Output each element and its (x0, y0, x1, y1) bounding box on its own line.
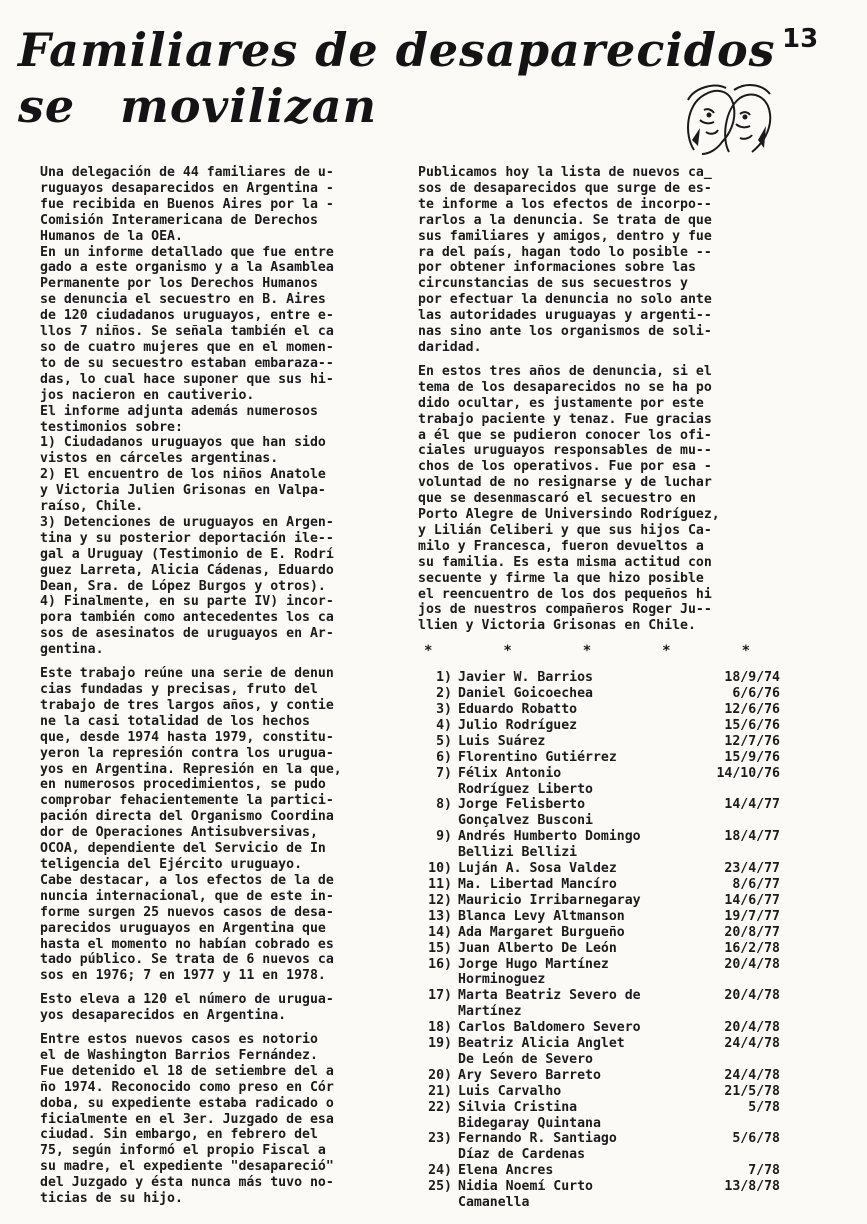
person-name-continued: Martínez (458, 1004, 522, 1020)
page-number: 13 (782, 24, 819, 54)
list-item-date: 19/7/77 (724, 908, 780, 924)
list-item-number: 20) (428, 1067, 452, 1083)
person-name-continued: Horminoguez (458, 972, 546, 988)
list-item-name (458, 718, 698, 734)
list-item-number: 25) (428, 1179, 452, 1195)
separator-star: * (741, 643, 750, 660)
section-separator (424, 644, 750, 660)
list-item-date: 5/78 (748, 1099, 780, 1115)
paragraph: Una delegación de 44 familiares de u- ruguayos desaparecidos en Argentina - fue recibida en Buenos Aires por la - Comisión Interamericana de Derechos Humanos de la OEA. En un informe detallado que fue entre gado a este organismo y a la Asamblea Permanente por los Derechos Humanos se denuncia el secuestro en B. Aires de 120 ciudadanos uruguayos, entre e- llos 7 niños. Se señala también el ca so de cuatro mujeres que en el momen- to de su secuestro estaban embaraza-- das, lo cual hace suponer que sus hi- jos nacieron en cautiverio. El informe adjunta además numerosos testimonios sobre: 1) Ciudadanos uruguayos que han sido vistos en cárceles argentinas. 2) El encuentro de los niños Anatole y Victoria Julien Grisonas en Valpa- raíso, Chile. 3) Detenciones de uruguayos en Argen- tina y su posterior deportación ile-- gal a Uruguay (Testimonio de E. Rodrí guez Larreta, Alicia Cádenas, Eduardo Dean, Sra. de López Burgos y otros). 4) Finalmente, en su parte IV) incor- pora también como antecedentes los ca sos de asesinatos de uruguayos en Ar- gentina. (40, 165, 334, 658)
person-name: Félix Antonio (458, 765, 562, 781)
list-item-date: 16/2/78 (724, 940, 780, 956)
list-item-date: 8/6/77 (732, 876, 780, 892)
list-item (418, 829, 780, 861)
list-item-number: 9) (436, 829, 452, 845)
list-item (418, 1020, 780, 1036)
person-name: Javier W. Barrios (458, 670, 593, 686)
list-item-number: 15) (428, 940, 452, 956)
list-item-name (458, 797, 698, 829)
list-item-name (458, 686, 698, 702)
person-name: Marta Beatriz Severo de (458, 988, 641, 1004)
list-item (418, 1036, 780, 1068)
article-headline (18, 22, 778, 134)
left-column (40, 165, 390, 1207)
list-item-number: 23) (428, 1131, 452, 1147)
list-item (418, 1163, 780, 1179)
list-item-date: 14/4/77 (724, 797, 780, 813)
list-item-number: 13) (428, 908, 452, 924)
list-item-number: 22) (428, 1099, 452, 1115)
list-item (418, 988, 780, 1020)
faces-illustration (674, 80, 774, 160)
list-item-number: 8) (436, 797, 452, 813)
list-item-name (458, 1179, 698, 1211)
list-item (418, 893, 780, 909)
list-item-date: 20/8/77 (724, 924, 780, 940)
list-item (418, 1179, 780, 1211)
person-name: Luis Suárez (458, 733, 546, 749)
list-item (418, 957, 780, 989)
list-item-name (458, 1163, 698, 1179)
person-name: Blanca Levy Altmanson (458, 908, 625, 924)
list-item-name (458, 1084, 698, 1100)
person-name: Ma. Libertad Mancíro (458, 876, 617, 892)
separator-star: * (662, 643, 671, 660)
person-name-continued: Camanella (458, 1195, 530, 1211)
person-name: Nidia Noemí Curto (458, 1179, 593, 1195)
person-name: Jorge Hugo Martínez (458, 956, 609, 972)
person-name-continued: Rodríguez Liberto (458, 781, 593, 797)
list-item-name (458, 957, 698, 989)
list-item-date: 20/4/78 (724, 988, 780, 1004)
list-item-name (458, 877, 698, 893)
list-item-number: 11) (428, 876, 452, 892)
list-item-date: 14/10/76 (716, 765, 780, 781)
list-item (418, 861, 780, 877)
person-name: Daniel Goicoechea (458, 686, 593, 702)
list-item-number: 3) (436, 702, 452, 717)
person-name: Eduardo Robatto (458, 702, 578, 717)
list-item-number: 4) (436, 717, 452, 733)
list-item-name (458, 909, 698, 925)
person-name: Luján A. Sosa Valdez (458, 861, 617, 877)
person-name: Andrés Humberto Domingo (458, 829, 641, 845)
list-item-name (458, 766, 698, 798)
list-item-name (458, 670, 698, 686)
list-item-name (458, 1131, 698, 1163)
list-item-date: 15/9/76 (724, 749, 780, 765)
list-item-number: 5) (436, 733, 452, 749)
list-item-number: 19) (428, 1036, 452, 1052)
list-item-date: 21/5/78 (724, 1083, 780, 1099)
separator-star: * (582, 643, 592, 660)
list-item (418, 909, 780, 925)
headline-line-1: Familiares de desaparecidos (18, 23, 776, 77)
person-name: Julio Rodríguez (458, 717, 578, 733)
list-item (418, 1131, 780, 1163)
list-item (418, 750, 780, 766)
paragraph: Este trabajo reúne una serie de denun cias fundadas y precisas, fruto del trabajo de tres largos años, y contie ne la casi totalidad de los hechos que, desde 1974 hasta 1979, constitu- yeron la represión contra los urugua- yos en Argentina. Represión en la que, en numerosos procedimientos, se pudo comprobar fehacientemente la partici- pación directa del Organismo Coordina dor de Operaciones Antisubversivas, OCOA, dependiente del Servicio de In teligencia del Ejército uruguayo. Cabe destacar, a los efectos de la de nuncia internacional, que de este in- forme surgen 25 nuevos casos de desa- parecidos uruguayos en Argentina que hasta el momento no habían cobrado es tado público. Se trata de 6 nuevos ca sos en 1976; 7 en 1977 y 11 en 1978. (40, 666, 342, 984)
list-item (418, 734, 780, 750)
list-item-date: 12/7/76 (724, 733, 780, 749)
list-item-date: 5/6/78 (732, 1131, 780, 1147)
paragraph: Publicamos hoy la lista de nuevos ca_ sos de desaparecidos que surge de es- te informe a los efectos de incorpo-- rarlos a la denuncia. Se trata de que sus familiares y amigos, dentro y fue ra del país, hagan todo lo posible -- por obtener informaciones sobre las circunstancias de sus secuestros y por efectuar la denuncia no solo ante las autoridades uruguayas y argenti-- nas sino ante los organismos de soli- daridad. (418, 165, 712, 355)
list-item-date: 18/9/74 (724, 670, 780, 686)
list-item-number: 7) (436, 765, 452, 781)
paragraph: Esto eleva a 120 el número de urugua- yos desaparecidos en Argentina. (40, 992, 334, 1024)
list-item-name (458, 861, 698, 877)
list-item (418, 670, 780, 686)
paragraph: En estos tres años de denuncia, si el tema de los desaparecidos no se ha po dido ocultar, es justamente por este trabajo paciente y tenaz. Fue gracias a él que se pudieron conocer los ofi- ciales uruguayos responsables de mu-- chos de los operativos. Fue por esa - voluntad de no resignarse y de luchar que se desenmascaró el secuestro en Porto Alegre de Universindo Rodríguez, y Lilián Celiberi y que sus hijos Ca- milo y Francesca, fueron devueltos a su familia. Es esta misma actitud con secuente y firme la que hizo posible el reencuentro de los dos pequeños hi jos de nuestros compañeros Roger Ju-- llien y Victoria Grisonas en Chile. (418, 363, 720, 634)
list-item-name (458, 750, 698, 766)
list-item-number: 14) (428, 924, 452, 940)
list-item-number: 18) (428, 1020, 452, 1036)
person-name: Jorge Felisberto (458, 797, 586, 813)
person-name-continued: Gonçalvez Busconi (458, 813, 593, 829)
list-item-name (458, 941, 698, 957)
disappeared-list (418, 670, 780, 1211)
list-item-name (458, 988, 698, 1020)
list-item-number: 21) (428, 1083, 452, 1099)
person-name: Luis Carvalho (458, 1083, 562, 1099)
person-name: Fernando R. Santiago (458, 1131, 617, 1147)
person-name: Silvia Cristina (458, 1099, 578, 1115)
list-item-name (458, 829, 698, 861)
list-item-name (458, 1068, 698, 1084)
list-item-date: 24/4/78 (724, 1036, 780, 1052)
list-item (418, 1084, 780, 1100)
list-item-number: 10) (428, 861, 452, 877)
person-name: Mauricio Irribarnegaray (458, 892, 641, 908)
list-item-date: 20/4/78 (724, 956, 780, 972)
list-item (418, 1100, 780, 1132)
person-name: Ada Margaret Burgueño (458, 924, 625, 940)
person-name: Ary Severo Barreto (458, 1067, 601, 1083)
person-name: Juan Alberto De León (458, 940, 617, 956)
list-item (418, 766, 780, 798)
list-item-date: 18/4/77 (724, 829, 780, 845)
list-item-number: 1) (436, 670, 452, 686)
list-item-number: 17) (428, 988, 452, 1004)
person-name: Elena Ancres (458, 1163, 554, 1179)
list-item-number: 2) (436, 686, 452, 702)
list-item-name (458, 1100, 698, 1132)
paragraph: Entre estos nuevos casos es notorio el de Washington Barrios Fernández. Fue detenido el 18 de setiembre del a ño 1974. Reconocido como preso en Cór doba, su expediente estaba radicado o ficialmente en el 3er. Juzgado de esa ciudad. Sin embargo, en febrero del 75, según informó el propio Fiscal a su madre, el expediente "desapareció" del Juzgado y ésta nunca más tuvo no- ticias de su hijo. (40, 1032, 334, 1207)
list-item-name (458, 1036, 698, 1068)
list-item (418, 686, 780, 702)
list-item-date: 23/4/77 (724, 861, 780, 877)
separator-star: * (424, 643, 433, 660)
list-item-name (458, 734, 698, 750)
person-name-continued: Díaz de Cardenas (458, 1147, 586, 1163)
list-item-date: 6/6/76 (732, 686, 780, 702)
person-name: Beatriz Alicia Anglet (458, 1036, 625, 1052)
list-item (418, 797, 780, 829)
person-name: Carlos Baldomero Severo (458, 1020, 641, 1036)
list-item-date: 13/8/78 (724, 1179, 780, 1195)
person-name-continued: De León de Severo (458, 1051, 593, 1067)
list-item-name (458, 893, 698, 909)
list-item (418, 941, 780, 957)
list-item-number: 24) (428, 1163, 452, 1179)
list-item-date: 15/6/76 (724, 717, 780, 733)
list-item-date: 20/4/78 (724, 1020, 780, 1036)
person-name-continued: Bellizi Bellizi (458, 845, 578, 861)
list-item-date: 24/4/78 (724, 1067, 780, 1083)
list-item-date: 7/78 (748, 1163, 780, 1179)
list-item (418, 877, 780, 893)
list-item (418, 718, 780, 734)
list-item-name (458, 1020, 698, 1036)
person-name-continued: Bidegaray Quintana (458, 1115, 601, 1131)
list-item (418, 702, 780, 718)
list-item-number: 16) (428, 956, 452, 972)
list-item (418, 1068, 780, 1084)
list-item (418, 925, 780, 941)
separator-star: * (503, 643, 512, 660)
list-item-name (458, 702, 698, 718)
list-item-name (458, 925, 698, 941)
person-name: Florentino Gutiérrez (458, 749, 617, 765)
list-item-number: 12) (428, 892, 452, 908)
right-column (418, 165, 780, 1211)
list-item-number: 6) (436, 749, 452, 765)
list-item-date: 12/6/76 (724, 702, 780, 717)
headline-line-2: se movilizan (18, 79, 378, 133)
list-item-date: 14/6/77 (724, 892, 780, 908)
